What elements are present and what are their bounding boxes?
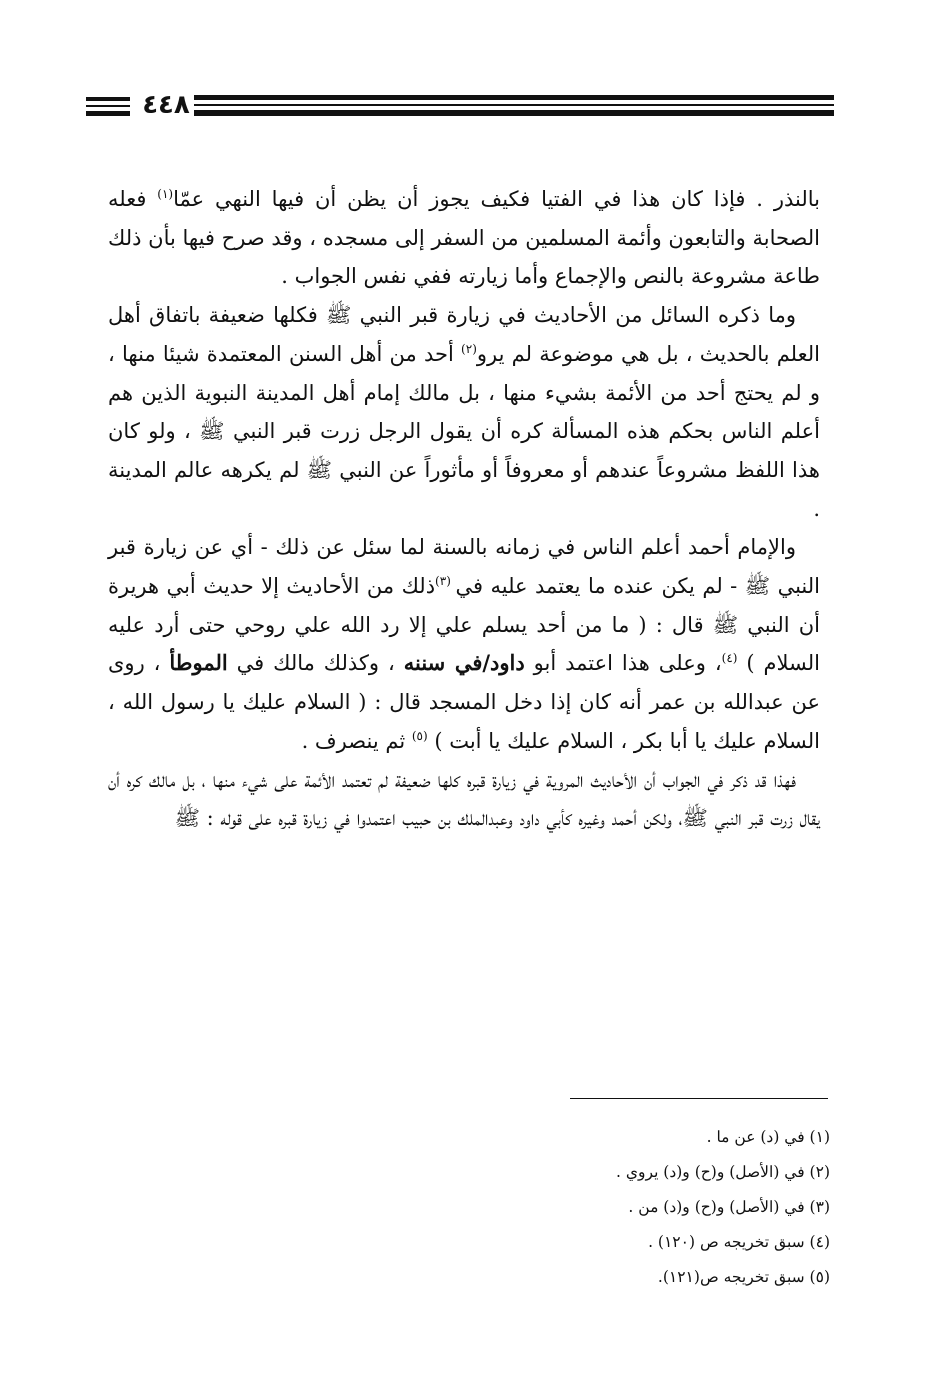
body-text: [108, 180, 820, 838]
paragraph-1-part-a: بالنذر . فإذا كان هذا في الفتيا فكيف يجوز أن يظن أن فيها النهي عمّا: [173, 187, 820, 211]
footnotes: [450, 1120, 830, 1295]
header-rule-left-bottom: [86, 111, 130, 116]
header-rule-left-mid: [86, 105, 130, 107]
paragraph-3: [108, 528, 820, 760]
paragraph-4: [108, 761, 820, 838]
footnote-1: (١) في (د) عن ما .: [706, 1128, 830, 1146]
footnote-ref-2: (٢): [461, 341, 477, 356]
footnote-ref-3: (٣): [435, 574, 456, 589]
footnote-ref-4: (٤): [721, 651, 738, 666]
header-rule-right-mid: [194, 104, 834, 106]
footnote-2: (٢) في (الأصل) و(ح) و(د) يروي .: [616, 1163, 830, 1181]
footnote-4: (٤) سبق تخريجه ص (١٢٠) .: [648, 1233, 830, 1251]
header-rule-right-bottom: [194, 110, 834, 116]
paragraph-1-part-b: فعله الصحابة والتابعون وأئمة المسلمين من السفر إلى مسجده ، وقد صرح فيها بأن ذلك طاعة مشروعة بالنص والإجماع وأما زيارته ففي نفس الجواب .: [108, 187, 820, 289]
paragraph-3-part-f: ثم ينصرف .: [301, 728, 412, 753]
paragraph-3-part-d: ، وكذلك مالك في: [227, 651, 404, 676]
header-rule-right-top: [194, 95, 834, 100]
footnote-separator: [570, 1098, 828, 1099]
paragraph-2-part-b: أحد من أهل السنن المعتمدة شيئا منها ، و لم يحتج أحد من الأئمة بشيء منها ، بل مالك إمام أهل المدينة النبوية الذين هم أعلم الناس بحكم هذه المسألة كره أن يقول الرجل زرت قبر النبي ﷺ ، ولو كان هذا اللفظ مشروعاً عندهم أو معروفاً أو مأثوراً عن النبي ﷺ لم يكرهه عالم المدينة .: [108, 341, 820, 521]
paragraph-2: [108, 296, 820, 528]
paragraph-3-part-b: ذلك من الأحاديث إلا حديث أبي هريرة أن النبي ﷺ قال : ( ما من أحد يسلم علي إلا رد الله علي روحي حتى أرد عليه السلام ): [108, 574, 821, 676]
book-title-sunan: داود/في سننه: [403, 650, 525, 676]
footnote-3: (٣) في (الأصل) و(ح) و(د) من .: [628, 1198, 830, 1216]
paragraph-3-part-c: ، وعلى هذا اعتمد أبو: [524, 651, 722, 676]
header-rule-left-top: [86, 97, 130, 101]
paragraph-3-part-a: والإمام أحمد أعلم الناس في زمانه بالسنة لما سئل عن ذلك - أي عن زيارة قبر النبي ﷺ - لم يكن عنده ما يعتمد عليه في: [108, 535, 820, 599]
footnote-5: (٥) سبق تخريجه ص(١٢١).: [657, 1268, 830, 1286]
paragraph-1: [108, 180, 820, 296]
paragraph-2-part-a: وما ذكره السائل من الأحاديث في زيارة قبر النبي ﷺ فكلها ضعيفة باتفاق أهل العلم بالحديث ، بل هي موضوعة لم يرو: [108, 303, 820, 366]
page-number: ٤٤٨: [142, 90, 190, 120]
paragraph-4-text: فهذا قد ذكر في الجواب أن الأحاديث المروية في زيارة قبره كلها ضعيفة لم تعتمد الأئمة على شيء منها ، بل مالك كره أن يقال زرت قبر النبي ﷺ، ولكن أحمد وغيره كأبي داود وعبدالملك بن حبيب اعتمدوا في زيارة قبره على قوله : ﷺ: [108, 767, 820, 831]
paragraph-3-part-e: ، روى عن عبدالله بن عمر أنه كان إذا دخل المسجد قال : ( السلام عليك يا رسول الله ، السلام عليك يا أبا بكر ، السلام عليك يا أبت ): [108, 651, 820, 753]
book-title-muwatta: الموطأ: [169, 650, 228, 676]
footnote-ref-5: (٥): [411, 728, 428, 743]
footnote-ref-1: (١): [157, 187, 174, 201]
